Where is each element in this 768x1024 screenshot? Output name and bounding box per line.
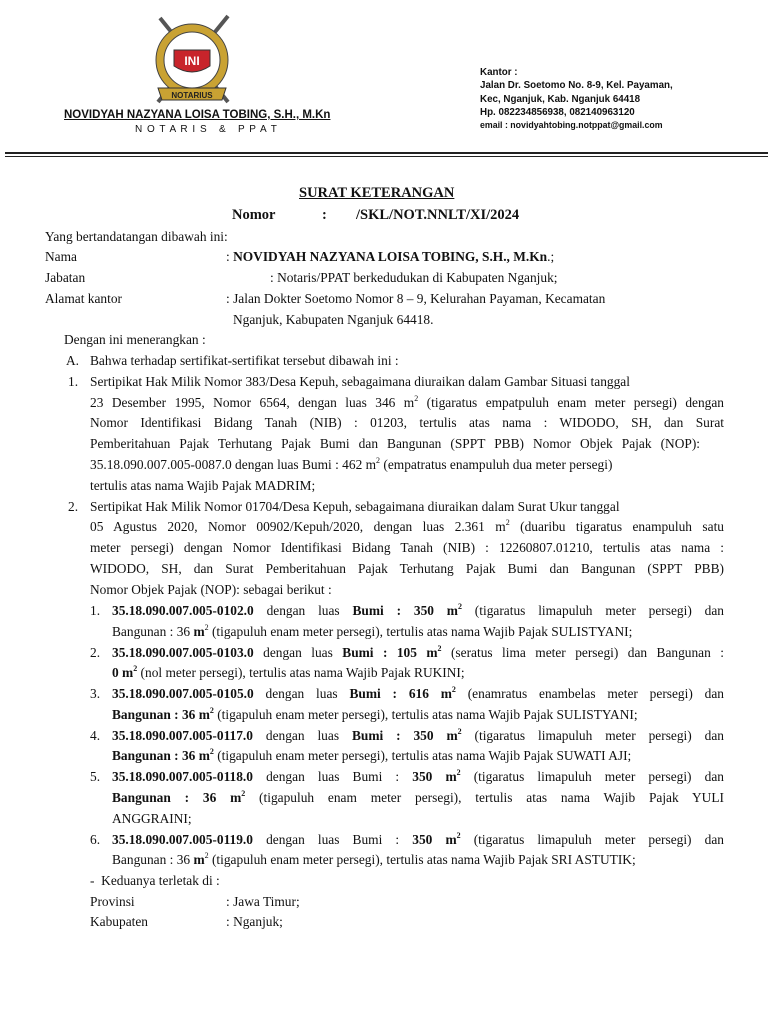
subitem-line: 35.18.090.007.005-0102.0 dengan luas Bumi : 350 $m^2$ (tigaratus limapuluh meter persegi) dan [112,602,724,618]
item2-line4: WIDODO, SH, dan Surat Pemberitahuan Pajak Terhutang Pajak Bumi dan Bangunan (SPPT PBB) [90,561,724,576]
menerangkan-text: Dengan ini menerangkan : [64,332,206,347]
item2-line3: meter persegi) dengan Nomor Identifikasi Bidang Tanah (NIB) : 12260807.01210, tertulis atas nama : [90,540,724,555]
subitem-line: 35.18.090.007.005-0105.0 dengan luas Bumi : 616 $m^2$ (enamratus enambelas meter persegi) dan [112,685,724,701]
subitem-marker: 3. [90,686,101,701]
intro-text: Yang bertandatangan dibawah ini: [45,229,228,244]
item2-line2: 05 Agustus 2020, Nomor 00902/Kepuh/2020, dengan luas 2.361 $m^2$ (duaribu tigaratus enampuluh satu [90,518,724,534]
jabatan-value: : Notaris/PPAT berkedudukan di Kabupaten Nganjuk; [270,270,558,285]
office-block [480,66,673,132]
subitem-marker: 1. [90,603,101,618]
office-label: Kantor : [480,67,518,78]
kabupaten-label: Kabupaten [90,914,149,929]
item1-line6: tertulis atas nama Wajib Pajak MADRIM; [90,478,316,493]
subitem-line: 35.18.090.007.005-0117.0 dengan luas Bumi : 350 $m^2$ (tigaratus limapuluh meter persegi) dan [112,727,724,743]
subitem-marker: 5. [90,769,101,784]
notary-name: NOVIDYAH NAZYANA LOISA TOBING, S.H., M.Kn [64,109,331,121]
kabupaten-value: : Nganjuk; [226,914,283,929]
logo-text: INI [184,54,200,68]
nama-text: NOVIDYAH NAZYANA LOISA TOBING, S.H., M.Kn [233,249,548,264]
notary-title: N O T A R I S & P P A T [135,124,278,135]
subitem-line: ANGGRAINI; [112,811,192,826]
office-address-2: Kec, Nganjuk, Kab. Nganjuk 64418 [480,93,641,105]
section-a-text: Bahwa terhadap sertifikat-sertifikat tersebut dibawah ini : [90,353,399,368]
jabatan-label: Jabatan [45,270,86,285]
item1-line2: 23 Desember 1995, Nomor 6564, dengan luas 346 $m^2$ (tigaratus empatpuluh enam meter persegi) dengan [90,394,724,410]
header-divider-thick [5,152,768,154]
doc-number-label: Nomor [232,207,276,223]
logo-ribbon-text: NOTARIUS [171,91,213,100]
doc-title: SURAT KETERANGAN [299,185,455,201]
subitem-line: 35.18.090.007.005-0119.0 dengan luas Bumi : 350 $m^2$ (tigaratus limapuluh meter persegi) dan [112,831,724,847]
office-address-1: Jalan Dr. Soetomo No. 8-9, Kel. Payaman, [480,80,673,92]
provinsi-label: Provinsi [90,894,135,909]
subitem-marker: 4. [90,728,101,743]
item1-line4: Pemberitahuan Pajak Terhutang Pajak Bumi dan Bangunan (SPPT PBB) Nomor Objek Pajak (NOP): [90,436,700,451]
item1-marker: 1. [68,374,79,389]
alamat-label: Alamat kantor [45,291,122,306]
provinsi-value: : Jawa Timur; [226,894,300,909]
office-email: email : novidyahtobing.notppat@gmail.com [480,120,663,131]
subitem-line: 35.18.090.007.005-0103.0 dengan luas Bumi : 105 $m^2$ (seratus lima meter persegi) dan Bangunan : [112,644,724,660]
item2-line1: Sertipikat Hak Milik Nomor 01704/Desa Kepuh, sebagaimana diuraikan dalam Surat Ukur tanggal [90,499,620,514]
doc-number-colon: : [322,207,327,223]
item2-line5: Nomor Objek Pajak (NOP): sebagai berikut : [90,582,332,597]
office-phone: Hp. 082234856938, 082140963120 [480,106,635,118]
doc-number-value: /SKL/NOT.NNLT/XI/2024 [356,207,520,223]
subitem-marker: 6. [90,832,101,847]
item1-line3: Nomor Identifikasi Bidang Tanah (NIB) : 01203, tertulis atas nama : WIDODO, SH, dan Surat [90,415,724,430]
section-a-marker: A. [66,353,80,368]
subitem-marker: 2. [90,645,101,660]
header-divider-thin [5,156,768,157]
nama-label: Nama [45,249,77,264]
item1-line5: 35.18.090.007.005-0087.0 dengan luas Bumi : 462 $m^2$ (empatratus enampuluh dua meter persegi) [90,456,613,472]
alamat-value-1: : Jalan Dokter Soetomo Nomor 8 – 9, Kelurahan Payaman, Kecamatan [226,291,606,306]
keduanya-text: - Keduanya terletak di : [90,873,220,888]
alamat-value-2: Nganjuk, Kabupaten Nganjuk 64418. [233,312,434,327]
subitem-line: Bangunan : 36 $m^2$ (tigapuluh enam meter persegi), tertulis atas nama Wajib Pajak SRI ASTUTIK; [112,851,636,867]
subitem-line: Bangunan : 36 $m^2$ (tigapuluh enam meter persegi), tertulis atas nama Wajib Pajak SULISTYANI; [112,623,633,639]
item2-marker: 2. [68,499,79,514]
item1-line1: Sertipikat Hak Milik Nomor 383/Desa Kepuh, sebagaimana diuraikan dalam Gambar Situasi tanggal [90,374,630,389]
subitem-line: Bangunan : 36 $m^2$ (tigapuluh enam meter persegi), tertulis atas nama Wajib Pajak SUWATI AJI; [112,747,632,763]
subitem-line: 0 $m^2$ (nol meter persegi), tertulis atas nama Wajib Pajak RUKINI; [112,664,465,680]
subitem-line: 35.18.090.007.005-0118.0 dengan luas Bumi : 350 $m^2$ (tigaratus limapuluh meter persegi) dan [112,768,724,784]
notary-logo [128,10,256,108]
subitem-line: Bangunan : 36 $m^2$ (tigapuluh enam meter persegi), tertulis atas nama Wajib Pajak SULISTYANI; [112,706,638,722]
subitem-line: Bangunan : 36 $m^2$ (tigapuluh enam meter persegi), tertulis atas nama Wajib Pajak YULI [112,789,724,805]
nama-value: : NOVIDYAH NAZYANA LOISA TOBING, S.H., M.Kn.; [226,249,555,264]
